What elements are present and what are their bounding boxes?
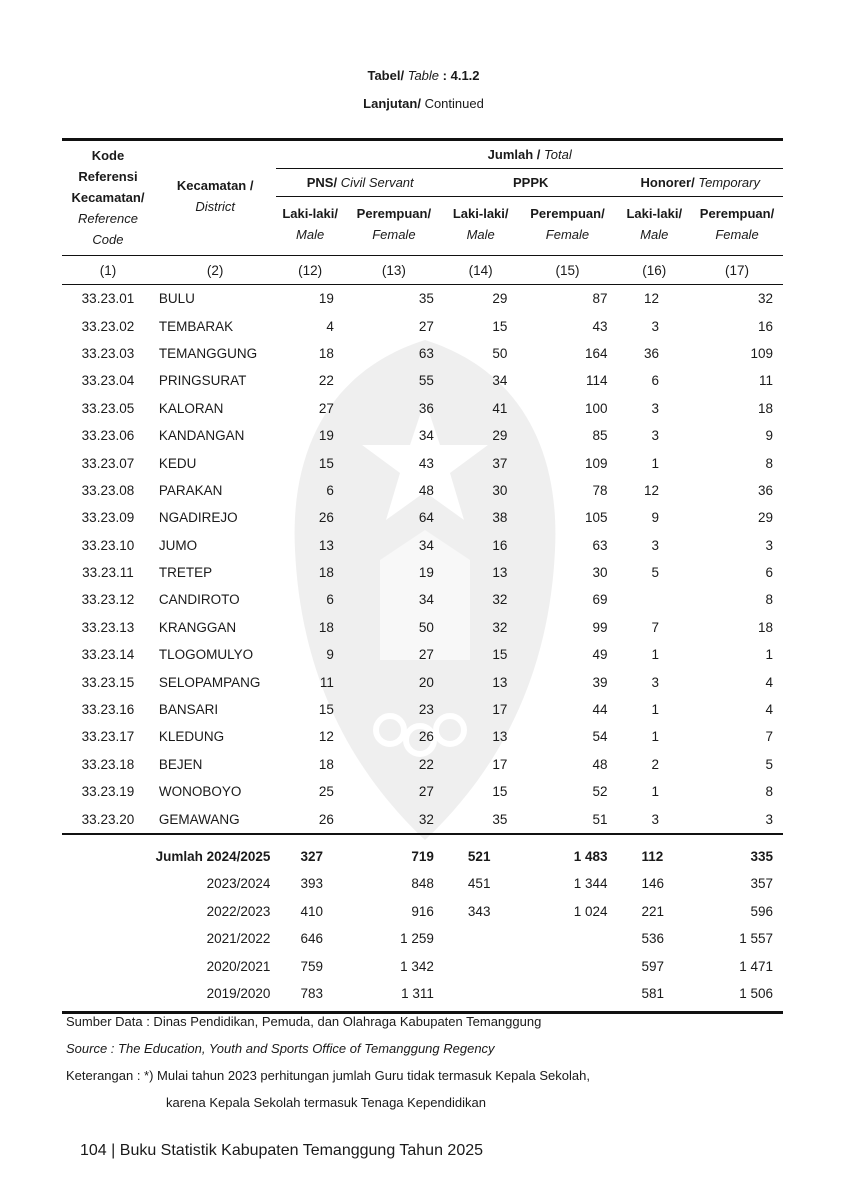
cell-value: 3 — [651, 537, 660, 553]
cell-value: 9 — [326, 647, 334, 663]
source-id: Sumber Data : Dinas Pendidikan, Pemuda, dan Olahraga Kabupaten Temanggung — [66, 1014, 542, 1029]
cell-value: 37 — [492, 455, 508, 471]
cell-value: 8 — [765, 455, 773, 471]
district-name: CANDIROTO — [158, 592, 240, 608]
cell-value: 3 — [765, 537, 773, 553]
cell-value: 164 — [584, 345, 608, 361]
cell-value: 4 — [326, 318, 334, 334]
summary-value: 1 506 — [691, 980, 783, 1013]
cell-value: 3 — [651, 318, 660, 334]
district-name: JUMO — [158, 537, 198, 553]
table-row — [62, 449, 783, 476]
col-number: (13) — [344, 256, 444, 285]
cell-value: 34 — [492, 373, 508, 389]
cell-value — [618, 586, 692, 613]
col-number: (12) — [276, 256, 343, 285]
remark-line-2: karena Kepala Sekolah termasuk Tenaga Kependidikan — [166, 1095, 486, 1110]
summary-value: 581 — [618, 980, 692, 1013]
table-row — [62, 395, 783, 422]
cell-value: 64 — [418, 510, 434, 526]
cell-value: 32 — [492, 619, 508, 635]
district-code: 33.23.14 — [81, 647, 135, 663]
summary-value: 410 — [300, 903, 323, 919]
cell-value: 34 — [418, 537, 434, 553]
summary-value: 759 — [300, 958, 323, 974]
district-code: 33.23.02 — [81, 318, 135, 334]
col-pns-female: Perempuan/ Female — [344, 197, 444, 256]
col-number: (17) — [691, 256, 783, 285]
district-code: 33.23.06 — [81, 428, 135, 444]
cell-value: 18 — [318, 619, 334, 635]
cell-value: 5 — [651, 565, 660, 581]
district-code: 33.23.13 — [81, 619, 135, 635]
cell-value: 23 — [418, 702, 434, 718]
cell-value: 29 — [492, 291, 508, 307]
cell-value: 27 — [418, 784, 434, 800]
summary-value: 1 259 — [400, 931, 434, 947]
summary-value: 1 471 — [739, 958, 773, 974]
cell-value: 20 — [418, 674, 434, 690]
district-code: 33.23.11 — [82, 565, 134, 581]
cell-value: 18 — [757, 619, 773, 635]
cell-value: 1 — [651, 647, 660, 663]
table-row — [62, 367, 783, 394]
cell-value: 15 — [318, 702, 334, 718]
cell-value: 13 — [492, 674, 508, 690]
cell-value: 100 — [584, 400, 608, 416]
cell-value: 6 — [326, 592, 334, 608]
cell-value: 6 — [326, 482, 334, 498]
cell-value: 26 — [318, 510, 334, 526]
cell-value: 48 — [418, 482, 434, 498]
table-row — [62, 312, 783, 339]
cell-value: 15 — [318, 455, 334, 471]
cell-value: 17 — [492, 702, 508, 718]
cell-value: 7 — [651, 619, 660, 635]
cell-value: 50 — [418, 619, 434, 635]
cell-value: 15 — [492, 318, 508, 334]
cell-value: 39 — [592, 674, 608, 690]
year-row — [62, 898, 783, 925]
cell-value: 1 — [651, 702, 660, 718]
cell-value: 36 — [418, 400, 434, 416]
cell-value: 19 — [418, 565, 434, 581]
cell-value: 26 — [318, 811, 334, 827]
cell-value: 17 — [492, 756, 508, 772]
district-code: 33.23.15 — [81, 674, 135, 690]
footer-separator: | — [111, 1142, 116, 1159]
cell-value: 3 — [765, 811, 773, 827]
district-name: SELOPAMPANG — [158, 674, 261, 690]
col-pppk-male: Laki-laki/ Male — [444, 197, 518, 256]
district-name: KLEDUNG — [158, 729, 225, 745]
col-pns-male: Laki-laki/ Male — [276, 197, 343, 256]
cell-value: 51 — [592, 811, 608, 827]
summary-value: 848 — [411, 876, 434, 892]
cell-value: 43 — [418, 455, 434, 471]
cell-value: 2 — [651, 756, 660, 772]
source-en: Source : The Education, Youth and Sports Office of Temanggung Regency — [66, 1041, 495, 1056]
district-code: 33.23.12 — [81, 592, 135, 608]
cell-value: 27 — [318, 400, 334, 416]
page-number: 104 — [80, 1142, 107, 1159]
cell-value: 32 — [418, 811, 434, 827]
remark-line-1: Keterangan : *) Mulai tahun 2023 perhitungan jumlah Guru tidak termasuk Kepala Sekolah, — [66, 1068, 590, 1083]
table-row — [62, 668, 783, 695]
cell-value: 35 — [492, 811, 508, 827]
cell-value: 27 — [418, 318, 434, 334]
summary-value: 357 — [750, 876, 773, 892]
summary-value: 1 557 — [739, 931, 773, 947]
cell-value: 1 — [651, 784, 660, 800]
summary-value: 1 311 — [344, 980, 444, 1013]
col-number: (14) — [444, 256, 518, 285]
cell-value: 7 — [765, 729, 773, 745]
table-row — [62, 422, 783, 449]
cell-value: 13 — [492, 729, 508, 745]
cell-value: 34 — [418, 592, 434, 608]
table-title: Tabel/ Table : 4.1.2 — [367, 68, 480, 83]
summary-value: 112 — [618, 834, 692, 870]
cell-value: 15 — [492, 784, 508, 800]
col-total-header: Jumlah / Total — [276, 140, 783, 169]
summary-value — [444, 952, 518, 979]
summary-value: 719 — [344, 834, 444, 870]
summary-value: 221 — [641, 903, 665, 919]
cell-value: 25 — [318, 784, 334, 800]
col-number: (1) — [62, 256, 154, 285]
cell-value: 3 — [651, 674, 660, 690]
summary-label: 2023/2024 — [206, 876, 271, 892]
cell-value: 16 — [757, 318, 773, 334]
cell-value: 6 — [765, 565, 773, 581]
cell-value: 11 — [758, 373, 773, 389]
col-number: (15) — [517, 256, 617, 285]
cell-value: 26 — [418, 729, 434, 745]
cell-value: 55 — [418, 373, 434, 389]
cell-value: 41 — [492, 400, 508, 416]
district-code: 33.23.08 — [81, 482, 135, 498]
cell-value: 9 — [651, 510, 660, 526]
col-pns-header: PNS/ Civil Servant — [276, 169, 443, 197]
summary-label: 2021/2022 — [206, 931, 271, 947]
cell-value: 36 — [757, 482, 773, 498]
cell-value: 32 — [492, 592, 508, 608]
summary-value: 335 — [691, 834, 783, 870]
table-row — [62, 723, 783, 750]
district-code: 33.23.10 — [81, 537, 135, 553]
cell-value: 3 — [651, 811, 660, 827]
summary-value — [517, 952, 617, 979]
cell-value: 29 — [492, 428, 508, 444]
cell-value: 52 — [592, 784, 608, 800]
table-row — [62, 340, 783, 367]
district-name: BEJEN — [158, 756, 203, 772]
district-code: 33.23.05 — [81, 400, 135, 416]
cell-value: 1 — [651, 455, 660, 471]
district-name: KRANGGAN — [158, 619, 237, 635]
district-code: 33.23.09 — [81, 510, 135, 526]
summary-label: 2019/2020 — [62, 980, 276, 1013]
summary-value: 536 — [641, 931, 665, 947]
table-row — [62, 504, 783, 531]
cell-value: 43 — [592, 318, 608, 334]
table-row — [62, 751, 783, 778]
district-name: TLOGOMULYO — [158, 647, 254, 663]
cell-value: 12 — [318, 729, 334, 745]
district-name: BANSARI — [158, 702, 219, 718]
table-row — [62, 805, 783, 833]
cell-value: 114 — [585, 373, 608, 389]
summary-label: 2020/2021 — [206, 958, 271, 974]
summary-value: 783 — [276, 980, 343, 1013]
district-code: 33.23.01 — [81, 291, 135, 307]
cell-value: 8 — [765, 592, 773, 608]
cell-value: 87 — [592, 291, 608, 307]
cell-value: 48 — [592, 756, 608, 772]
district-code: 33.23.04 — [81, 373, 135, 389]
cell-value: 12 — [644, 291, 660, 307]
district-name: KEDU — [158, 455, 197, 471]
summary-value: 451 — [467, 876, 491, 892]
cell-value: 1 — [765, 647, 773, 663]
cell-value: 44 — [592, 702, 608, 718]
summary-value: 393 — [300, 876, 323, 892]
district-code: 33.23.07 — [81, 455, 135, 471]
cell-value: 1 — [651, 729, 660, 745]
cell-value: 4 — [765, 702, 773, 718]
cell-value: 5 — [765, 756, 773, 772]
district-name: WONOBOYO — [158, 784, 242, 800]
district-name: KALORAN — [158, 400, 224, 416]
col-honorer-male: Laki-laki/ Male — [618, 197, 692, 256]
cell-value: 105 — [584, 510, 608, 526]
district-name: KANDANGAN — [158, 428, 245, 444]
cell-value: 22 — [318, 373, 334, 389]
cell-value: 30 — [492, 482, 508, 498]
summary-value — [517, 925, 617, 952]
district-name: GEMAWANG — [158, 811, 240, 827]
cell-value: 18 — [318, 756, 334, 772]
cell-value: 27 — [418, 647, 434, 663]
cell-value: 34 — [418, 428, 434, 444]
cell-value: 18 — [318, 565, 334, 581]
col-code-header: Kode Referensi Kecamatan/ Reference Code — [62, 140, 154, 256]
summary-value: 916 — [411, 903, 434, 919]
continued-label: Lanjutan/ Continued — [363, 96, 484, 111]
summary-value: 597 — [641, 958, 665, 974]
cell-value: 32 — [757, 291, 773, 307]
summary-label: 2022/2023 — [206, 903, 271, 919]
district-code: 33.23.16 — [81, 702, 135, 718]
cell-value: 19 — [318, 428, 334, 444]
cell-value: 49 — [592, 647, 608, 663]
cell-value: 63 — [592, 537, 608, 553]
cell-value: 6 — [651, 373, 660, 389]
col-district-header: Kecamatan / District — [154, 140, 277, 256]
col-honorer-header: Honorer/ Temporary — [618, 169, 783, 197]
cell-value: 18 — [318, 345, 334, 361]
district-name: PARAKAN — [158, 482, 223, 498]
table-row — [62, 586, 783, 613]
district-code: 33.23.19 — [81, 784, 135, 800]
cell-value: 85 — [592, 428, 608, 444]
summary-value: 596 — [750, 903, 773, 919]
cell-value: 3 — [651, 400, 660, 416]
cell-value: 11 — [319, 674, 334, 690]
cell-value: 19 — [318, 291, 334, 307]
cell-value: 50 — [492, 345, 508, 361]
cell-value: 16 — [492, 537, 508, 553]
statistics-table — [62, 138, 783, 1014]
summary-value: 343 — [467, 903, 491, 919]
table-row — [62, 559, 783, 586]
summary-value: 1 344 — [573, 876, 608, 892]
summary-value: 1 483 — [517, 834, 617, 870]
summary-value: 1 342 — [400, 958, 434, 974]
cell-value: 22 — [418, 756, 434, 772]
cell-value: 3 — [651, 428, 660, 444]
cell-value: 8 — [765, 784, 773, 800]
district-code: 33.23.17 — [81, 729, 135, 745]
district-name: TEMANGGUNG — [158, 345, 258, 361]
col-number: (2) — [154, 256, 277, 285]
table-row — [62, 778, 783, 805]
cell-value: 54 — [592, 729, 608, 745]
book-title: Buku Statistik Kabupaten Temanggung Tahun 2025 — [119, 1142, 484, 1159]
cell-value: 69 — [592, 592, 608, 608]
cell-value: 109 — [750, 345, 773, 361]
summary-value: 521 — [444, 834, 518, 870]
col-number: (16) — [618, 256, 692, 285]
cell-value: 13 — [318, 537, 334, 553]
district-name: BULU — [158, 291, 195, 307]
cell-value: 12 — [644, 482, 660, 498]
cell-value: 4 — [765, 674, 773, 690]
table-row — [62, 285, 783, 313]
summary-value: 646 — [300, 931, 323, 947]
col-honorer-female: Perempuan/ Female — [691, 197, 783, 256]
total-row — [62, 834, 783, 870]
summary-value: 327 — [276, 834, 343, 870]
cell-value: 35 — [418, 291, 434, 307]
district-name: TEMBARAK — [158, 318, 234, 334]
cell-value: 78 — [592, 482, 608, 498]
cell-value: 38 — [492, 510, 508, 526]
cell-value: 15 — [492, 647, 508, 663]
notes — [66, 1008, 590, 1116]
cell-value: 109 — [584, 455, 608, 471]
year-row — [62, 870, 783, 897]
district-code: 33.23.03 — [81, 345, 135, 361]
summary-value: 146 — [641, 876, 665, 892]
cell-value: 63 — [418, 345, 434, 361]
year-row — [62, 952, 783, 979]
table-row — [62, 696, 783, 723]
cell-value: 18 — [757, 400, 773, 416]
district-name: NGADIREJO — [158, 510, 238, 526]
table-row — [62, 532, 783, 559]
summary-label: Jumlah 2024/2025 — [62, 834, 276, 870]
page-footer — [80, 1142, 483, 1160]
district-name: PRINGSURAT — [158, 373, 247, 389]
table-row — [62, 641, 783, 668]
cell-value: 36 — [644, 345, 660, 361]
table-row — [62, 477, 783, 504]
year-row — [62, 925, 783, 952]
summary-value: 1 024 — [573, 903, 608, 919]
table-row — [62, 614, 783, 641]
cell-value: 99 — [592, 619, 608, 635]
col-pppk-female: Perempuan/ Female — [517, 197, 617, 256]
district-code: 33.23.20 — [81, 811, 135, 827]
district-name: TRETEP — [158, 565, 213, 581]
cell-value: 9 — [765, 428, 773, 444]
col-pppk-header: PPPK — [444, 169, 618, 197]
summary-value — [444, 925, 518, 952]
cell-value: 29 — [757, 510, 773, 526]
cell-value: 30 — [592, 565, 608, 581]
district-code: 33.23.18 — [81, 756, 135, 772]
column-number-row — [62, 256, 783, 285]
cell-value: 13 — [492, 565, 508, 581]
